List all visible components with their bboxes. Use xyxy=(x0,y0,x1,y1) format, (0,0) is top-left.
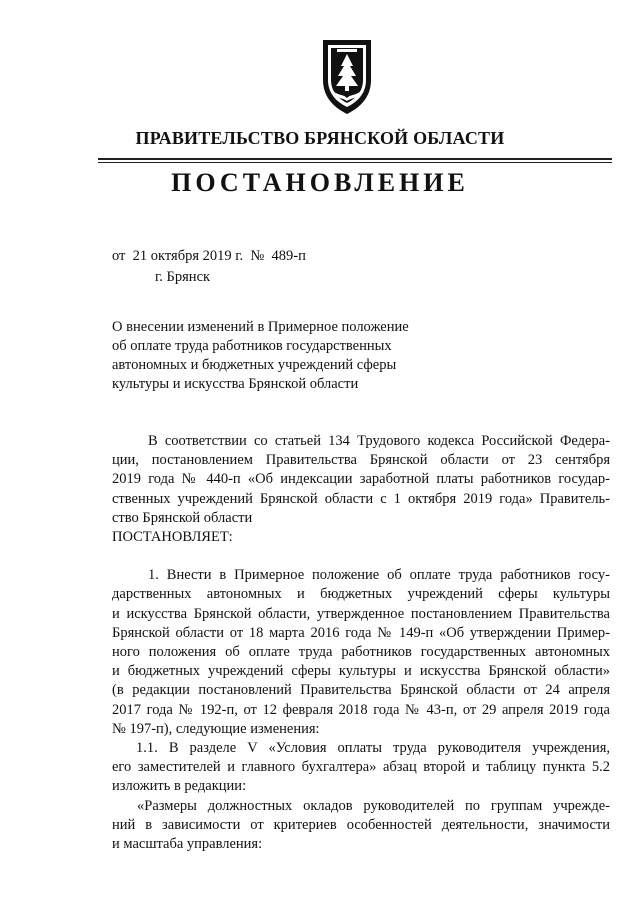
city-line: г. Брянск xyxy=(155,269,211,285)
item1-1-line: его заместителей и главного бухгалтера» абзац второй и таблицу пункта 5.2 xyxy=(112,759,610,776)
item1-line: (в редакции постановлений Правительства Брянской области от 24 апреля xyxy=(112,682,610,699)
item1-line: 1. Внести в Примерное положение об оплате труда работников госу- xyxy=(148,567,610,584)
item1-line: 2017 года № 192-п, от 12 февраля 2018 года № 43-п, от 29 апреля 2019 года xyxy=(112,701,610,718)
organization-title: ПРАВИТЕЛЬСТВО БРЯНСКОЙ ОБЛАСТИ xyxy=(135,128,505,148)
preamble-line: ции, постановлением Правительства Брянской области от 23 сентября xyxy=(112,452,610,469)
preamble-line: ственных учреждений Брянской области с 1 октября 2019 года» Правитель- xyxy=(112,490,610,507)
item1-line: ного положения об оплате труда работников государственных автономных xyxy=(112,644,610,661)
item1-line: дарственных автономных и бюджетных учреждений сферы культуры xyxy=(112,586,610,603)
item1-line: и искусства Брянской области, утвержденное постановлением Правительства xyxy=(112,605,610,622)
subject-line: об оплате труда работников государственных xyxy=(112,338,392,354)
decree-word: ПОСТАНОВЛЯЕТ: xyxy=(112,529,233,546)
item1-1-line: 1.1. В разделе V «Условия оплаты труда руководителя учреждения, xyxy=(136,740,610,757)
preamble-line: ство Брянской области xyxy=(112,509,253,526)
item1-line: № 197-п), следующие изменения: xyxy=(112,720,320,737)
quote-line: ний в зависимости от критериев особенностей деятельности, значимости xyxy=(112,816,610,833)
header-rule-thick xyxy=(98,158,612,160)
preamble-line: 2019 года № 440-п «Об индексации заработной платы работников государ- xyxy=(112,471,610,488)
subject-line: автономных и бюджетных учреждений сферы xyxy=(112,357,397,373)
quote-line: «Размеры должностных окладов руководителей по группам учрежде- xyxy=(137,797,610,814)
subject-block xyxy=(112,318,430,394)
paragraph-gap xyxy=(112,547,610,566)
coat-of-arms-icon xyxy=(315,36,379,120)
header-rule-thin xyxy=(98,162,612,163)
quote-line: и масштаба управления: xyxy=(112,836,263,853)
item1-line: и бюджетных учреждений сферы культуры и искусства Брянской области» xyxy=(112,663,610,680)
subject-line: О внесении изменений в Примерное положение xyxy=(112,319,409,335)
document-body xyxy=(112,432,610,854)
subject-line: культуры и искусства Брянской области xyxy=(112,376,359,392)
item1-line: Брянской области от 18 марта 2016 года № 149-п «Об утверждении Пример- xyxy=(112,624,610,641)
preamble-line: В соответствии со статьей 134 Трудового кодекса Российской Федера- xyxy=(148,433,610,449)
document-type-title: ПОСТАНОВЛЕНИЕ xyxy=(171,168,469,197)
date-number-line: от 21 октября 2019 г. № 489-п xyxy=(112,248,306,264)
item1-1-line: изложить в редакции: xyxy=(112,778,247,795)
